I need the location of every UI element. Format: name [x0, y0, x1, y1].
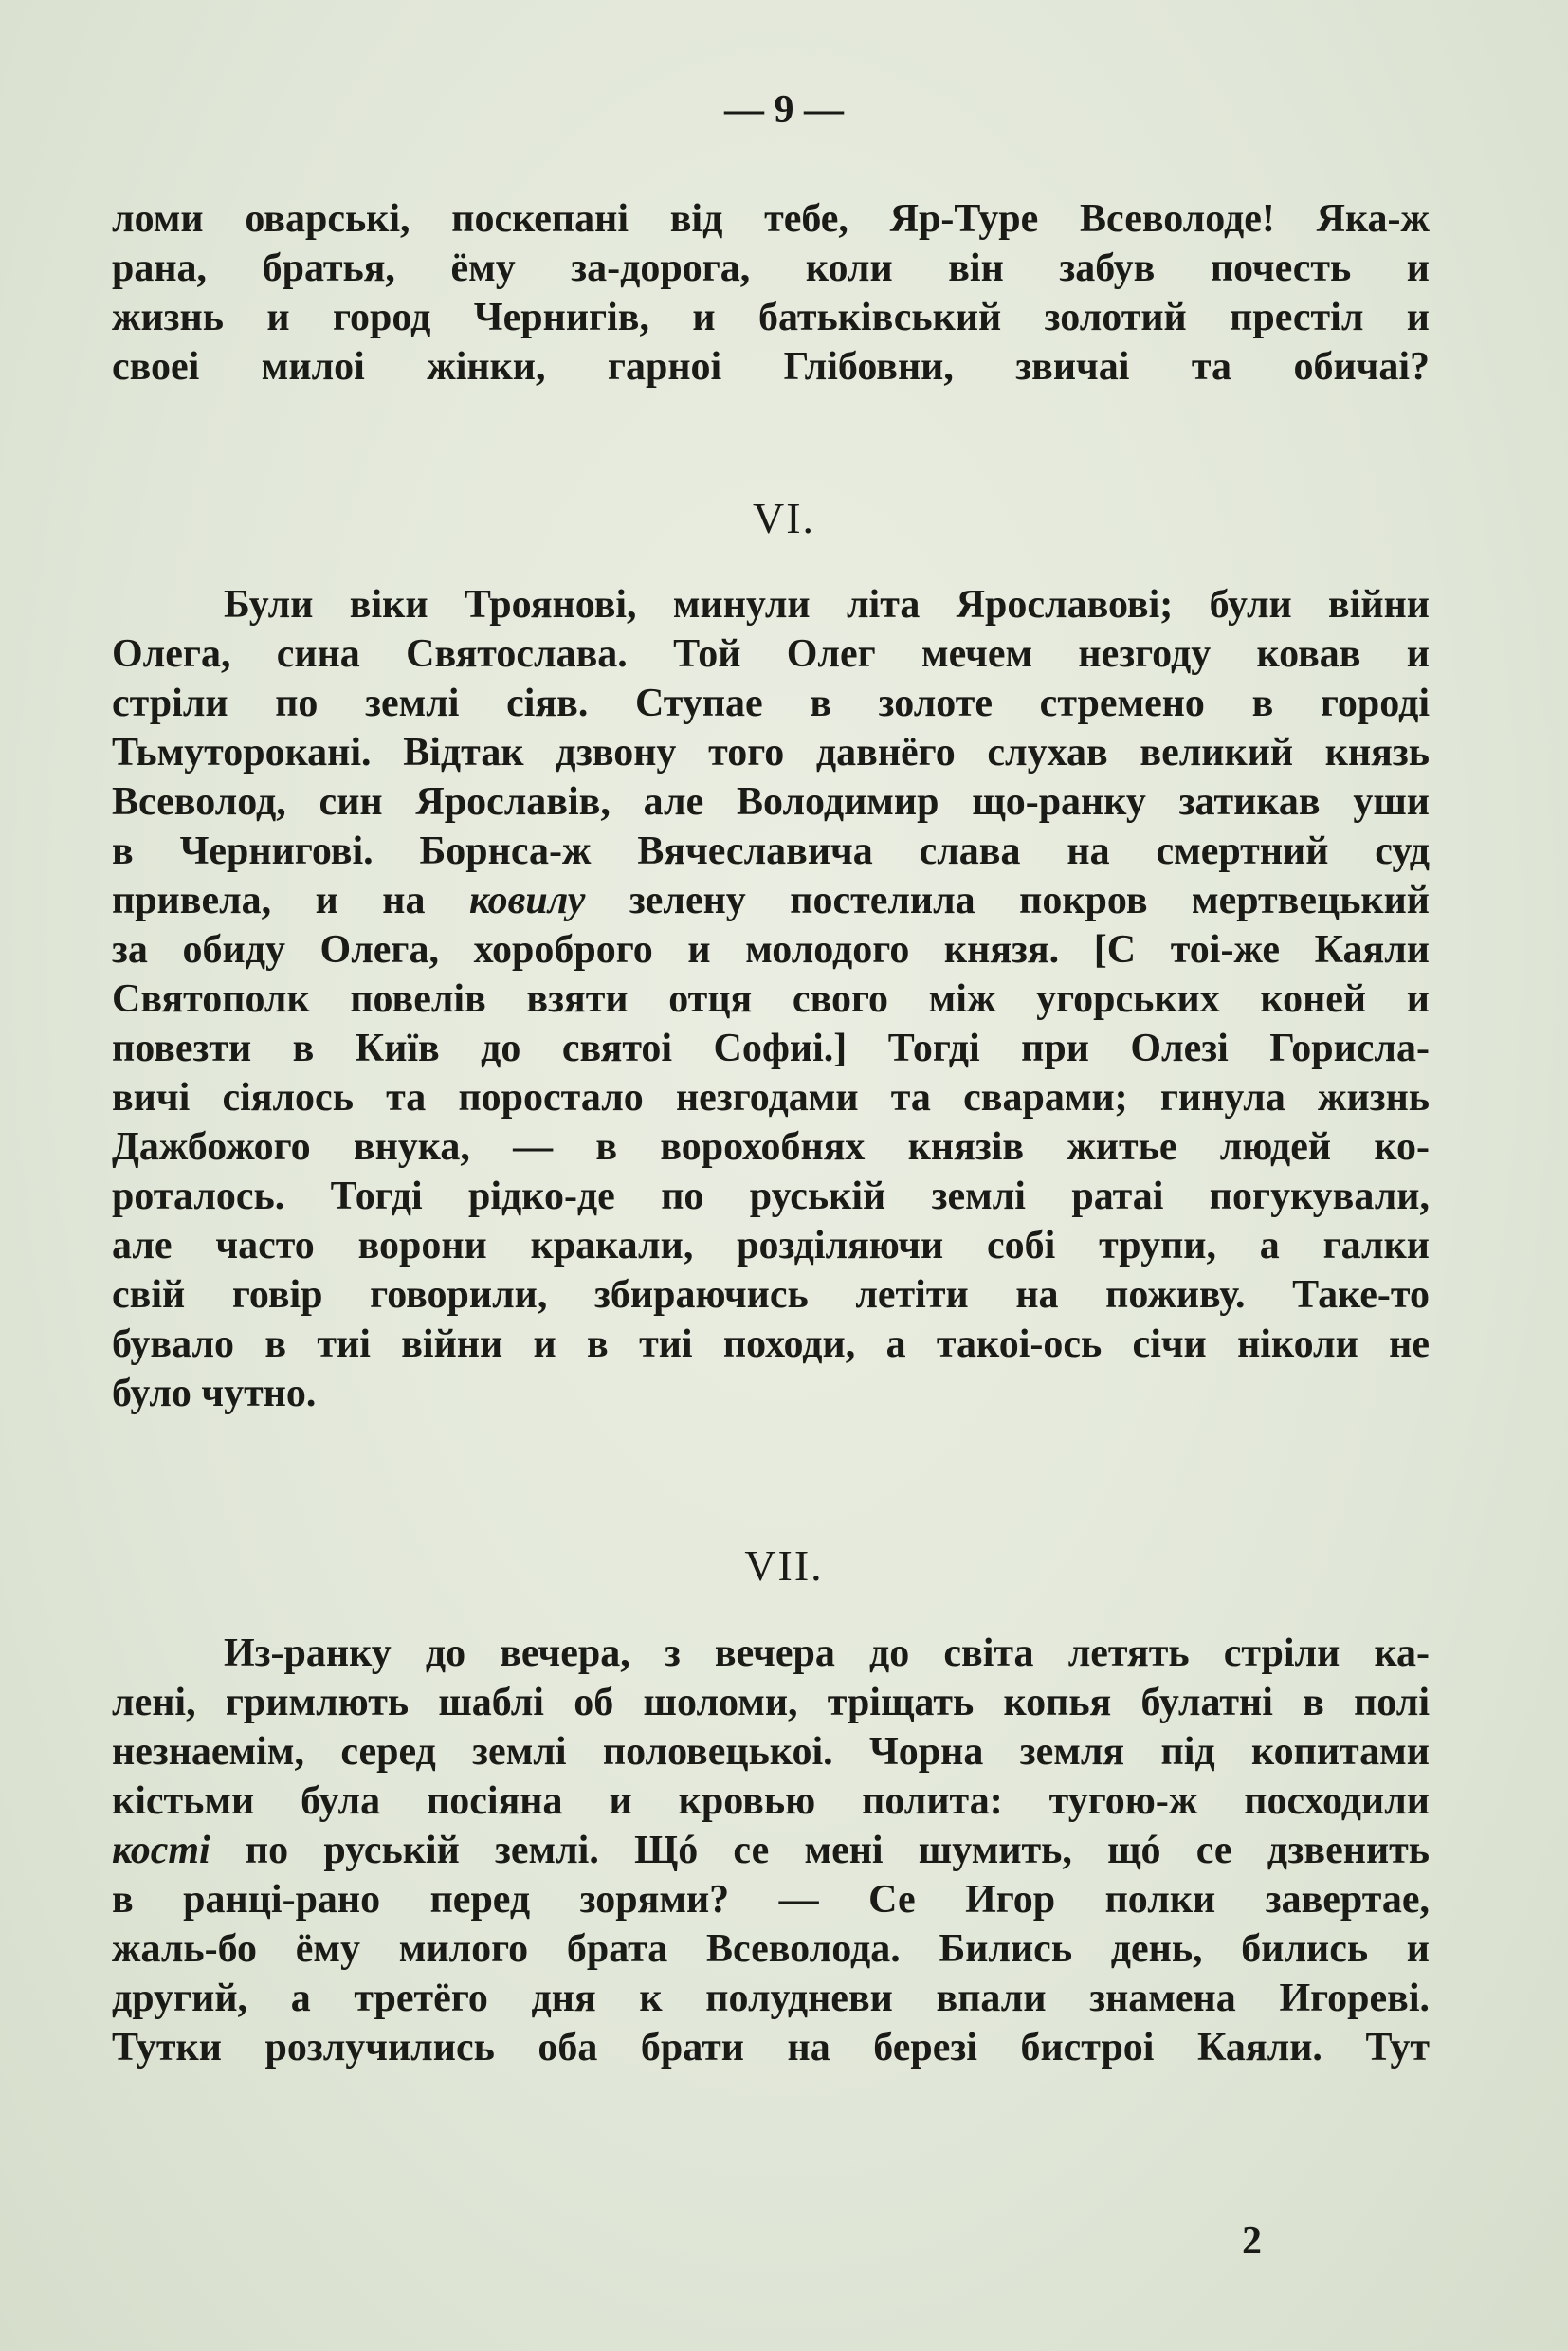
italic-word: ковилу — [468, 879, 586, 922]
text-line-with-italic — [112, 1826, 1430, 1875]
text-line: повезти в Київ до святоі Софиі.] Тогді при Олезі Горисла- — [112, 1027, 1430, 1070]
text-line: рана, братья, ёму за-дорога, коли він забув почесть и — [112, 246, 1430, 290]
text-line: але часто ворони кракали, розділяючи собі трупи, а галки — [112, 1224, 1430, 1267]
section-vi-text — [112, 580, 1430, 1418]
text-line: незнаемім, серед землі половецькоі. Чорна земля під копитами — [112, 1730, 1430, 1774]
section-heading-vi: VI. — [752, 494, 816, 542]
text-line: роталось. Тогді рідко-де по руській землі ратаі погукували, — [112, 1175, 1430, 1218]
text-line: своеі милоі жінки, гарноі Глібовни, звичаі та обичаі? — [112, 345, 1430, 389]
text-line: за обиду Олега, хороброго и молодого князя. [С тоі-же Каяли — [112, 928, 1430, 972]
italic-word: кості — [112, 1829, 210, 1872]
section-vii-text — [112, 1629, 1430, 2072]
text-line: Из-ранку до вечера, з вечера до світа летять стріли ка- — [224, 1631, 1430, 1675]
text-segment: по руській землі. Щó се мені шумить, щó се дзвенить — [245, 1829, 1430, 1872]
text-line: в ранці-рано перед зорями? — Се Игор полки завертае, — [112, 1878, 1430, 1922]
text-line: вичі сіялось та поростало незгодами та сварами; гинула жизнь — [112, 1076, 1430, 1120]
text-line: було чутно. — [112, 1372, 317, 1415]
text-line: стріли по землі сіяв. Ступае в золоте стремено в городі — [112, 682, 1430, 725]
page-number-header: — 9 — — [724, 88, 844, 132]
text-line: ломи оварські, поскепані від тебе, Яр-Туре Всеволоде! Яка-ж — [112, 197, 1430, 241]
text-line: лені, гримлють шаблі об шоломи, тріщать копья булатні в полі — [112, 1681, 1430, 1724]
text-line: жаль-бо ёму милого брата Всеволода. Бились день, бились и — [112, 1927, 1430, 1971]
text-line: кістьми була посіяна и кровью полита: тугою-ж посходили — [112, 1779, 1430, 1823]
text-line: Олега, сина Святослава. Той Олег мечем незгоду ковав и — [112, 632, 1430, 676]
text-segment: зелену постелила покров мертвецький — [629, 879, 1431, 922]
text-line: Тьмуторокані. Відтак дзвону того давнёго слухав великий князь — [112, 731, 1430, 775]
signature-mark: 2 — [1242, 2219, 1262, 2263]
text-segment: привела, и на — [112, 879, 426, 922]
text-line: Були віки Троянові, минули літа Ярославові; були війни — [224, 583, 1430, 627]
text-line: в Чернигові. Борнса-ж Вячеславича слава на смертний суд — [112, 829, 1430, 873]
text-line: Дажбожого внука, — в ворохобнях князів житье людей ко- — [112, 1125, 1430, 1169]
text-line: Святополк повелів взяти отця свого між угорських коней и — [112, 977, 1430, 1021]
text-line-with-italic — [112, 876, 1430, 925]
text-line: Всеволод, син Ярославів, але Володимир що-ранку затикав уши — [112, 780, 1430, 824]
section-heading-vii: VII. — [744, 1541, 824, 1590]
text-line: Тутки розлучились оба брати на березі бистроі Каяли. Тут — [112, 2026, 1430, 2069]
text-line: бувало в тиі війни и в тиі походи, а такоі-ось січи ніколи не — [112, 1322, 1430, 1366]
paragraph-continuation — [112, 194, 1430, 392]
text-line: свій говір говорили, збираючись летіти на поживу. Таке-то — [112, 1273, 1430, 1317]
text-line: другий, а третёго дня к полудневи впали знамена Игореві. — [112, 1977, 1430, 2020]
text-line: жизнь и город Чернигів, и батьківський золотий престіл и — [112, 296, 1430, 339]
